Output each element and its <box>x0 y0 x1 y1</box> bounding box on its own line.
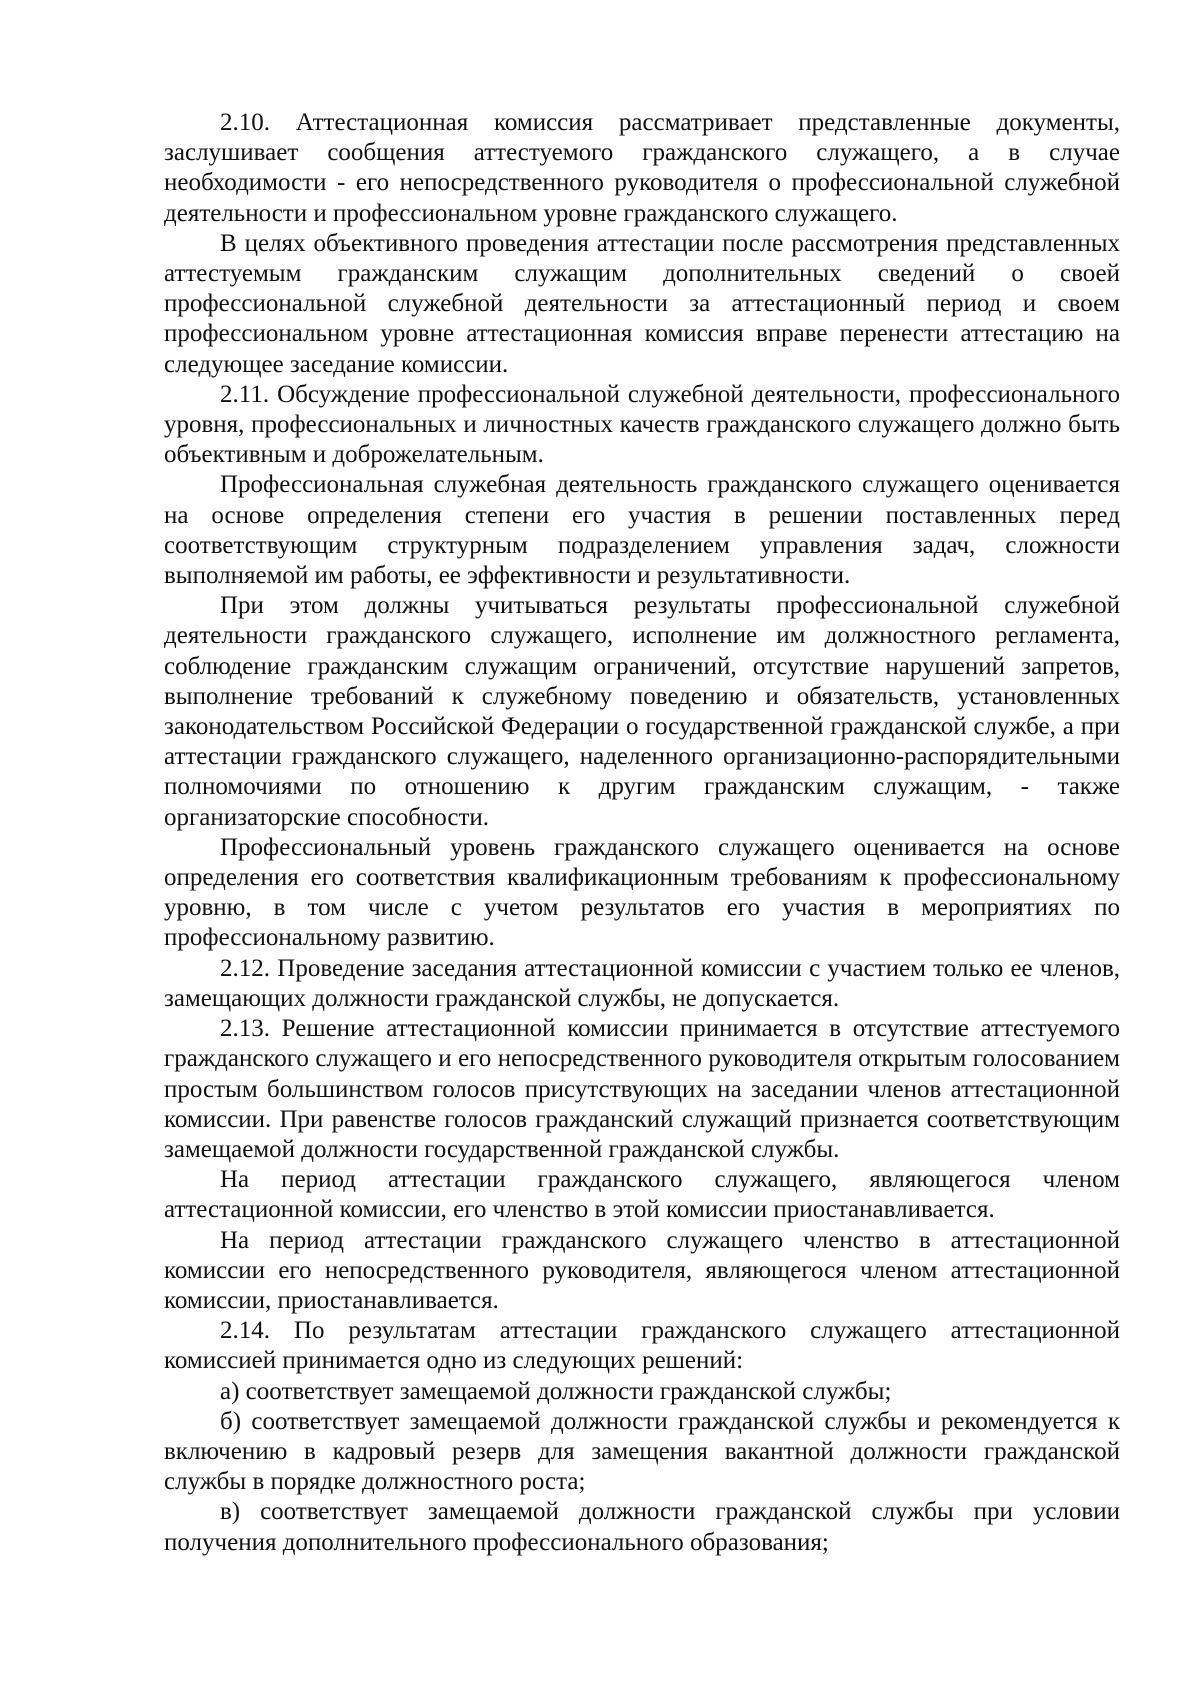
paragraph-2-11-considered-results: При этом должны учитываться результаты профессиональной служебной деятельности гражданского служащего, исполнение им должностного регламента, соблюдение гражданским служащим ограничений, отсутствие нарушений запретов, выполнение требований к служебному поведению и обязательств, установленных законодательством Российской Федерации о государственной гражданской службе, а при аттестации гражданского служащего, наделенного организационно-распорядительными полномочиями по отношению к другим гражданским служащим, - также организаторские способности. <box>164 592 1120 831</box>
paragraph-2-10-postponement: В целях объективного проведения аттестации после рассмотрения представленных аттестуемым гражданским служащим дополнительных сведений о своей профессиональной служебной деятельности за аттестационный период и своем профессиональном уровне аттестационная комиссия вправе перенести аттестацию на следующее заседание комиссии. <box>164 229 1120 378</box>
paragraph-2-10: 2.10. Аттестационная комиссия рассматривает представленные документы, заслушивает сообщения аттестуемого гражданского служащего, а в случае необходимости - его непосредственного руководителя о профессиональной служебной деятельности и профессиональном уровне гражданского служащего. <box>164 109 1120 227</box>
document-body <box>164 108 1120 1558</box>
decision-item-b: б) соответствует замещаемой должности гражданской службы и рекомендуется к включению в кадровый резерв для замещения вакантной должности гражданской службы в порядке должностного роста; <box>164 1407 1120 1496</box>
paragraph-2-11-activity-assessment: Профессиональная служебная деятельность гражданского служащего оценивается на основе определения степени его участия в решении поставленных перед соответствующим структурным подразделением управления задач, сложности выполняемой им работы, ее эффективности и результативности. <box>164 471 1120 590</box>
paragraph-2-13: 2.13. Решение аттестационной комиссии принимается в отсутствие аттестуемого гражданского служащего и его непосредственного руководителя открытым голосованием простым большинством голосов присутствующих на заседании членов аттестационной комиссии. При равенстве голосов гражданский служащий признается соответствующим замещаемой должности государственной гражданской службы. <box>164 1015 1120 1163</box>
paragraph-2-11-professional-level: Профессиональный уровень гражданского служащего оценивается на основе определения его соответствия квалификационным требованиям к профессиональному уровню, в том числе с учетом результатов его участия в мероприятиях по профессиональному развитию. <box>164 833 1120 952</box>
paragraph-2-13-member-suspension: На период аттестации гражданского служащего, являющегося членом аттестационной комиссии, его членство в этой комиссии приостанавливается. <box>164 1166 1120 1224</box>
paragraph-2-12: 2.12. Проведение заседания аттестационной комиссии с участием только ее членов, замещающих должности гражданской службы, не допускается. <box>164 954 1120 1012</box>
paragraph-2-11: 2.11. Обсуждение профессиональной служебной деятельности, профессионального уровня, профессиональных и личностных качеств гражданского служащего должно быть объективным и доброжелательным. <box>164 380 1120 469</box>
decision-item-v: в) соответствует замещаемой должности гражданской службы при условии получения дополнительного профессионального образования; <box>164 1498 1120 1556</box>
paragraph-2-14: 2.14. По результатам аттестации гражданского служащего аттестационной комиссией принимается одно из следующих решений: <box>164 1317 1120 1375</box>
paragraph-2-13-supervisor-suspension: На период аттестации гражданского служащего членство в аттестационной комиссии его непосредственного руководителя, являющегося членом аттестационной комиссии, приостанавливается. <box>164 1226 1120 1314</box>
decision-item-a: а) соответствует замещаемой должности гражданской службы; <box>220 1377 892 1405</box>
